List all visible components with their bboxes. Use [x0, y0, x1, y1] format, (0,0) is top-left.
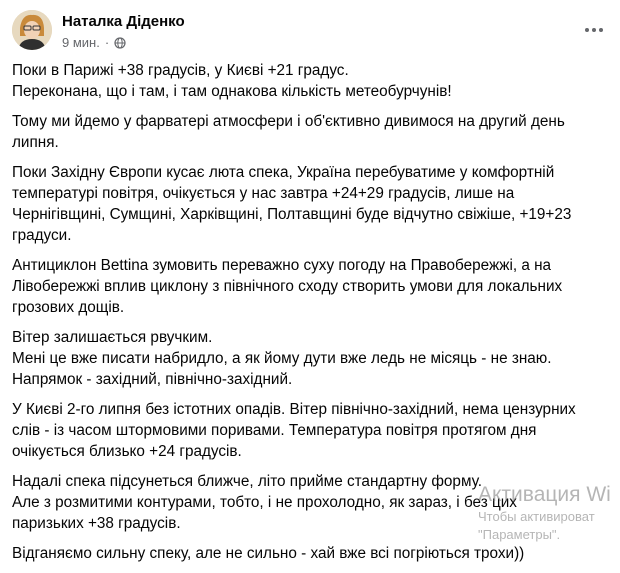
- paragraph: [12, 111, 608, 153]
- text-line: паризьких +38 градусів.: [12, 515, 181, 532]
- text-line: липня.: [12, 134, 59, 151]
- author-name[interactable]: Наталка Діденко: [62, 13, 185, 30]
- text-line: градуси.: [12, 227, 72, 244]
- post-header: [12, 10, 608, 54]
- text-line: Поки в Парижі +38 градусів, у Києві +21 градус.: [12, 62, 349, 79]
- text-line: Напрямок - західний, північно-західний.: [12, 371, 293, 388]
- text-line: У Києві 2-го липня без істотних опадів. Вітер північно-західний, нема цензурних: [12, 401, 576, 418]
- text-line: Вітер залишається рвучким.: [12, 329, 213, 346]
- avatar-image: [12, 10, 52, 50]
- paragraph: [12, 162, 608, 246]
- text-line: Чернігівщині, Сумщині, Харківщині, Полтавщині буде відчутно свіжіше, +19+23: [12, 206, 572, 223]
- text-line: очікується близько +24 градусів.: [12, 443, 242, 460]
- paragraph: [12, 255, 608, 318]
- meta-separator: ·: [104, 35, 110, 50]
- post-body: [12, 60, 608, 573]
- text-line: температурі повітря, очікується у нас завтра +24+29 градусів, лише на: [12, 185, 515, 202]
- globe-icon: [114, 37, 126, 49]
- text-line: Антициклон Bettina зумовить переважно суху погоду на Правобережжі, а на: [12, 257, 552, 274]
- watermark-title: Активация Wi: [478, 483, 611, 506]
- text-line: Поки Західну Європи кусає люта спека, Україна перебуватиме у комфортній: [12, 164, 555, 181]
- text-line: грозових дощів.: [12, 299, 125, 316]
- paragraph: [12, 327, 608, 390]
- text-line: Але з розмитими контурами, тобто, і не прохолодно, як зараз, і без цих: [12, 494, 517, 511]
- paragraph: [12, 471, 608, 534]
- text-line: Відганяємо сильну спеку, але не сильно - хай вже всі погріються трохи)): [12, 545, 525, 562]
- watermark-line: "Параметры".: [478, 527, 561, 542]
- text-line: Тому ми йдемо у фарватері атмосфери і об'єктивно дивимося на другий день: [12, 113, 565, 130]
- post-time[interactable]: 9 мин.: [62, 35, 100, 50]
- more-options-button[interactable]: [580, 16, 608, 44]
- text-line: Переконана, що і там, і там однакова кількість метеобурчунів!: [12, 83, 452, 100]
- text-line: Надалі спека підсунеться ближче, літо прийме стандартну форму.: [12, 473, 482, 490]
- paragraph: [12, 60, 608, 102]
- more-dots-icon: [585, 28, 603, 32]
- text-line: слів - із часом штормовими поривами. Температура повітря протягом дня: [12, 422, 537, 439]
- paragraph: [12, 399, 608, 462]
- text-line: Лівобережжі вплив циклону з північного сходу створить умови для локальних: [12, 278, 563, 295]
- watermark-line: Чтобы активироват: [478, 509, 595, 524]
- post-meta: [62, 35, 126, 50]
- avatar[interactable]: [12, 10, 52, 50]
- text-line: Мені це вже писати набридло, а як йому дути вже ледь не місяць - не знаю.: [12, 350, 552, 367]
- paragraph: [12, 543, 608, 564]
